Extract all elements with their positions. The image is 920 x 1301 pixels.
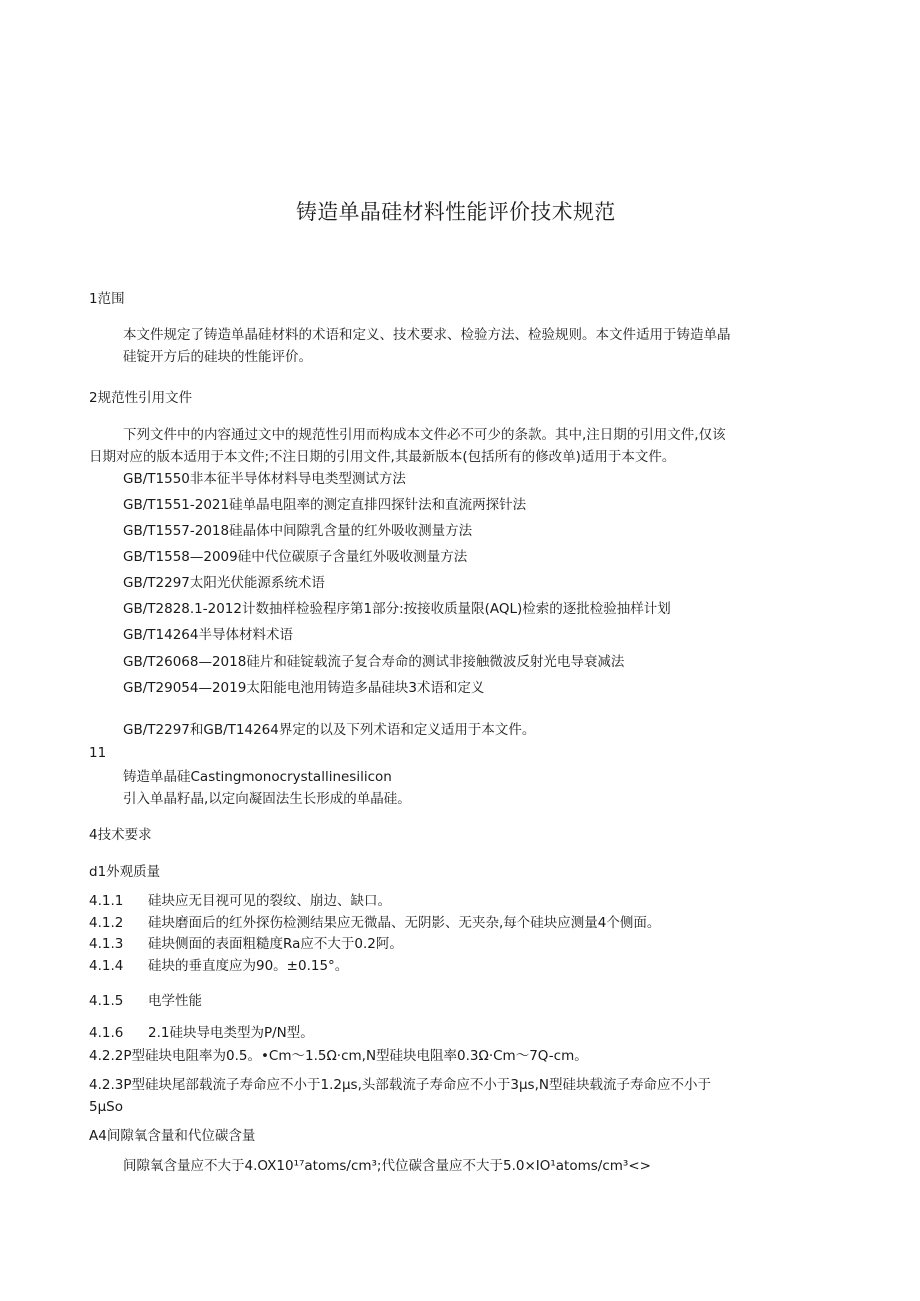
reference-item: GB/T1558—2009硅中代位碳原子含量红外吸收测量方法 bbox=[123, 549, 468, 565]
clause-number: 4.1.2 bbox=[89, 915, 124, 931]
reference-item: GB/T2828.1-2012计数抽样检验程序第1部分:按接收质量限(AQL)检索的逐批检验抽样计划 bbox=[123, 601, 671, 617]
clause-number: 4.1.5 bbox=[89, 993, 124, 1009]
reference-item: GB/T14264半导体材料术语 bbox=[123, 627, 293, 643]
reference-item: GB/T1551-2021硅单晶电阻率的测定直排四探针法和直流两探针法 bbox=[123, 497, 527, 513]
clause-text-continuation: 5μSo bbox=[89, 1099, 124, 1115]
section-2-paragraph-line-2: 日期对应的版本适用于本文件;不注日期的引用文件,其最新版本(包括所有的修改单)适用于本文件。 bbox=[89, 449, 676, 465]
clause-text: 硅块应无目视可见的裂纹、崩边、缺口。 bbox=[148, 893, 391, 909]
section-1-heading: 1范围 bbox=[89, 291, 125, 307]
clause-text: 硅块侧面的表面粗糙度Ra应不大于0.2阿。 bbox=[148, 936, 403, 952]
subsection-heading: d1外观质量 bbox=[89, 864, 161, 880]
clause-number: 4.1.4 bbox=[89, 958, 124, 974]
section-2-heading: 2规范性引用文件 bbox=[89, 390, 193, 406]
section-2-paragraph-line-1: 下列文件中的内容通过文中的规范性引用而构成本文件必不可少的条款。其中,注日期的引用文件,仅该 bbox=[123, 427, 726, 443]
reference-item: GB/T1557-2018硅晶体中间隙乳含量的红外吸收测量方法 bbox=[123, 523, 473, 539]
clause-number: 4.1.6 bbox=[89, 1025, 124, 1041]
clause-number: 4.1.1 bbox=[89, 893, 124, 909]
term-name: 铸造单晶硅Castingmonocrystallinesilicon bbox=[123, 769, 392, 785]
clause-text: 2.1硅块导电类型为P/N型。 bbox=[148, 1025, 314, 1041]
section-1-paragraph-line-1: 本文件规定了铸造单晶硅材料的术语和定义、技术要求、检验方法、检验规则。本文件适用于铸造单晶 bbox=[123, 327, 731, 343]
reference-item: GB/T26068—2018硅片和硅锭载流子复合寿命的测试非接触微波反射光电导衰减法 bbox=[123, 654, 625, 670]
clause-text: 硅块磨面后的红外探伤检测结果应无微晶、无阴影、无夹杂,每个硅块应测量4个侧面。 bbox=[148, 915, 661, 931]
term-number: 11 bbox=[89, 745, 107, 761]
clause-text: 硅块的垂直度应为90。±0.15°。 bbox=[148, 958, 349, 974]
clause-text: 4.2.3P型硅块尾部载流子寿命应不小于1.2μs,头部载流子寿命应不小于3μs,N型硅块载流子寿命应不小于 bbox=[89, 1077, 711, 1093]
subsection-heading: A4间隙氧含量和代位碳含量 bbox=[89, 1128, 256, 1144]
document-title: 铸造单晶硅材料性能评价技术规范 bbox=[296, 200, 616, 224]
reference-item: GB/T2297太阳光伏能源系统术语 bbox=[123, 575, 325, 591]
section-4-heading: 4技术要求 bbox=[89, 827, 152, 843]
term-definition: 引入单晶籽晶,以定向凝固法生长形成的单晶硅。 bbox=[123, 791, 411, 807]
clause-number: 4.1.3 bbox=[89, 936, 124, 952]
reference-item: GB/T29054—2019太阳能电池用铸造多晶硅块3术语和定义 bbox=[123, 680, 485, 696]
clause-text: 4.2.2P型硅块电阻率为0.5。•Cm〜1.5Ω·cm,N型硅块电阻率0.3Ω·Cm〜7Q-cm。 bbox=[89, 1048, 588, 1064]
clause-text: 间隙氧含量应不大于4.OX10¹⁷atoms/cm³;代位碳含量应不大于5.0×IO¹atoms∕cm³<> bbox=[123, 1158, 651, 1174]
clause-text: 电学性能 bbox=[148, 993, 202, 1009]
definitions-note: GB/T2297和GB/T14264界定的以及下列术语和定义适用于本文件。 bbox=[123, 722, 536, 738]
reference-item: GB/T1550非本征半导体材料导电类型测试方法 bbox=[123, 471, 406, 487]
section-1-paragraph-line-2: 硅锭开方后的硅块的性能评价。 bbox=[123, 349, 312, 365]
